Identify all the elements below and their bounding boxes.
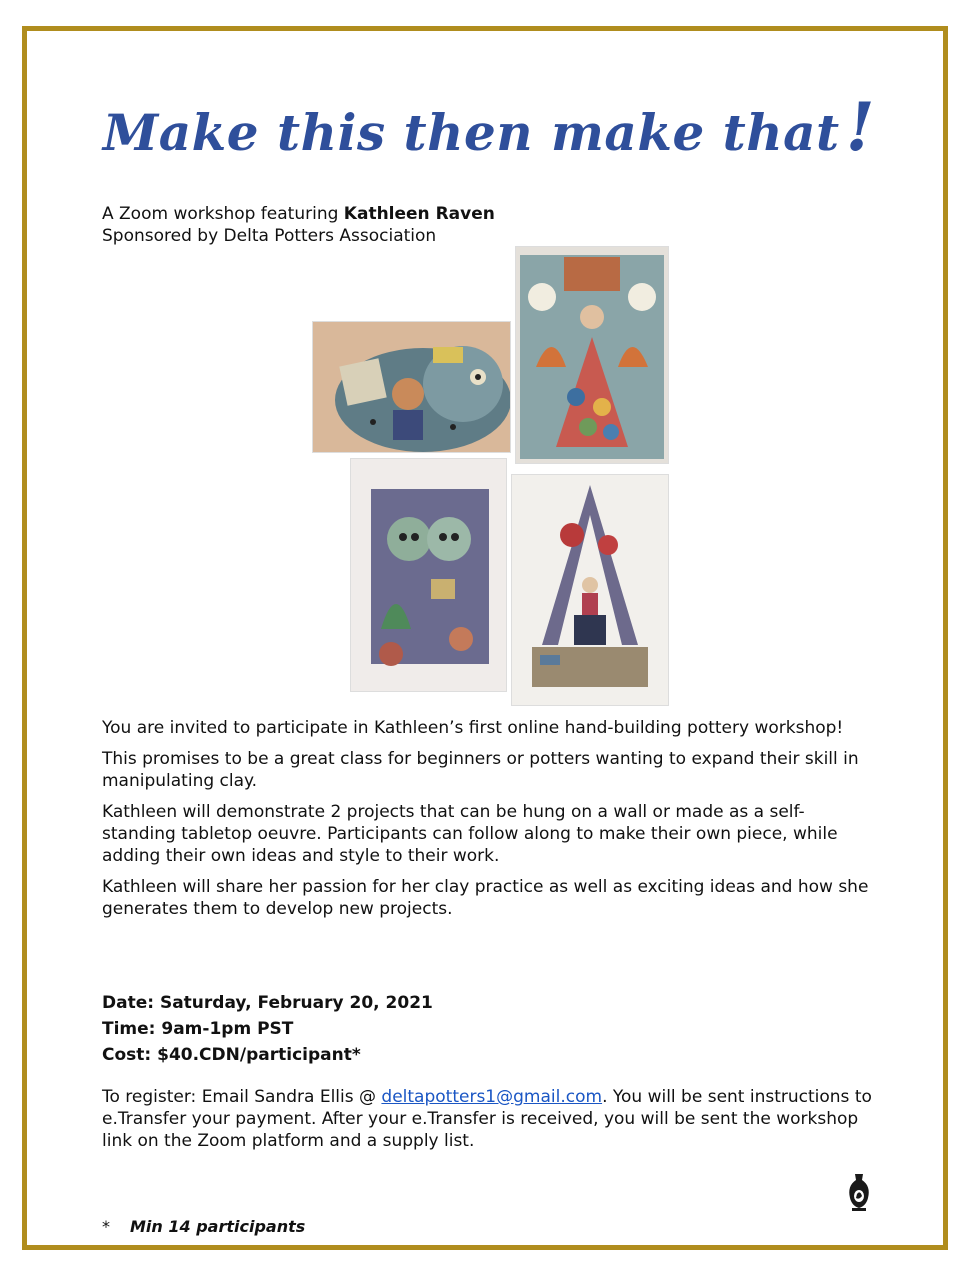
- vase-logo-icon: [844, 1172, 874, 1212]
- title-exclamation: !: [845, 88, 876, 166]
- register-suffix: . You will be sent instructions to e.Transfer your payment. After your e.Transfer is received, you will be sent the workshop link on the Zoom platform and a supply list.: [102, 1087, 872, 1151]
- intro-block: [102, 203, 495, 247]
- pottery-photo-tower: [511, 474, 669, 706]
- footnote-star: *: [102, 1217, 110, 1236]
- register-prefix: To register: Email Sandra Ellis @: [102, 1087, 382, 1107]
- paragraph-passion: Kathleen will share her passion for her clay practice as well as exciting ideas and how she generates them to develop new projects.: [102, 877, 869, 919]
- event-cost: Cost: $40.CDN/participant*: [102, 1045, 361, 1065]
- paragraph-invite: You are invited to participate in Kathleen’s first online hand-building pottery workshop!: [102, 718, 844, 738]
- artist-name: Kathleen Raven: [343, 204, 495, 224]
- sponsor-line: Sponsored by Delta Potters Association: [102, 226, 437, 246]
- email-link[interactable]: deltapotters1@gmail.com: [381, 1087, 603, 1107]
- pottery-photo-creature: [312, 321, 511, 453]
- pottery-photo-flower-lady: [515, 246, 669, 464]
- pottery-photo-two-faces: [350, 458, 507, 692]
- title-text: Make this then make that: [102, 103, 840, 162]
- paragraph-projects: Kathleen will demonstrate 2 projects that can be hung on a wall or made as a self-standing tabletop oeuvre. Participants can follow along to make their own piece, while adding their own ideas and style to their work.: [102, 802, 838, 866]
- featuring-prefix: A Zoom workshop featuring: [102, 204, 344, 224]
- register-info: [102, 1086, 872, 1152]
- footnote-text: Min 14 participants: [130, 1217, 306, 1236]
- event-details: [102, 990, 433, 1068]
- footnote: [102, 1217, 305, 1236]
- event-time: Time: 9am-1pm PST: [102, 1019, 294, 1039]
- page-title: [0, 88, 978, 166]
- description: [102, 717, 872, 929]
- paragraph-beginners: This promises to be a great class for beginners or potters wanting to expand their skill in manipulating clay.: [102, 749, 859, 791]
- event-date: Date: Saturday, February 20, 2021: [102, 993, 433, 1013]
- featuring-line: [102, 203, 495, 225]
